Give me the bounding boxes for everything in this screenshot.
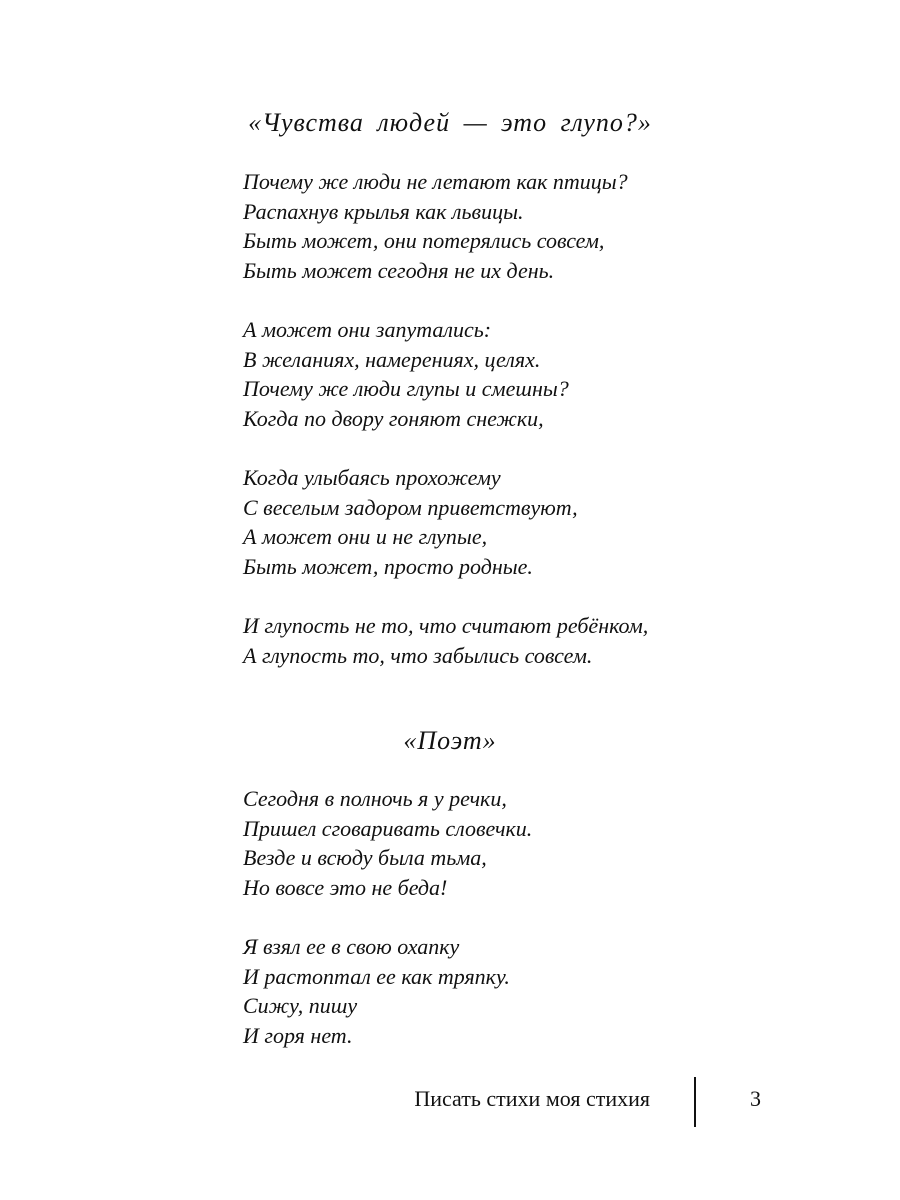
footer-divider — [694, 1077, 696, 1127]
poem-line: А может они запутались: — [243, 317, 492, 342]
poem-line: Но вовсе это не беда! — [243, 874, 448, 900]
running-footer-title: Писать стихи моя стихия — [414, 1086, 650, 1111]
stanza — [243, 315, 803, 433]
stanza — [243, 463, 803, 581]
poem-line: Сижу, пишу — [243, 993, 358, 1018]
poem-line: Почему же люди глупы и смешны? — [243, 376, 569, 401]
poem-title: «Поэт» — [403, 726, 497, 755]
poem-line: Везде и всюду была тьма, — [243, 845, 487, 870]
poem-line: Когда улыбаясь прохожему — [243, 465, 501, 490]
poem-line: В желаниях, намерениях, целях. — [243, 346, 541, 372]
poem-line: Распахнув крылья как львицы. — [243, 198, 524, 224]
stanza — [243, 784, 803, 902]
poem-line: Я взял ее в свою охапку — [243, 934, 460, 959]
poem-body — [243, 784, 803, 1080]
poem-line: И глупость не то, что считают ребёнком, — [243, 613, 649, 638]
poem-line: И растоптал ее как тряпку. — [243, 963, 510, 989]
poem-line: Сегодня в полночь я у речки, — [243, 786, 507, 811]
poem-line: Быть может, просто родные. — [243, 553, 533, 579]
poem-line: С веселым задором приветствуют, — [243, 494, 578, 520]
poem-title: «Чувства людей — это глупо?» — [248, 108, 652, 137]
poem-line: Быть может, они потерялись совсем, — [243, 228, 605, 253]
stanza — [243, 611, 803, 670]
poem-line: Пришел сговаривать словечки. — [243, 815, 533, 841]
poem-line: А может они и не глупые, — [243, 524, 488, 549]
poem-body — [243, 167, 803, 700]
stanza — [243, 167, 803, 285]
poem-line: А глупость то, что забылись совсем. — [243, 642, 593, 668]
poem-line: Быть может сегодня не их день. — [243, 257, 555, 283]
stanza — [243, 932, 803, 1050]
page-number: 3 — [750, 1086, 761, 1111]
poem-line: И горя нет. — [243, 1022, 353, 1048]
poem-line: Когда по двору гоняют снежки, — [243, 405, 544, 431]
poem-line: Почему же люди не летают как птицы? — [243, 169, 628, 194]
